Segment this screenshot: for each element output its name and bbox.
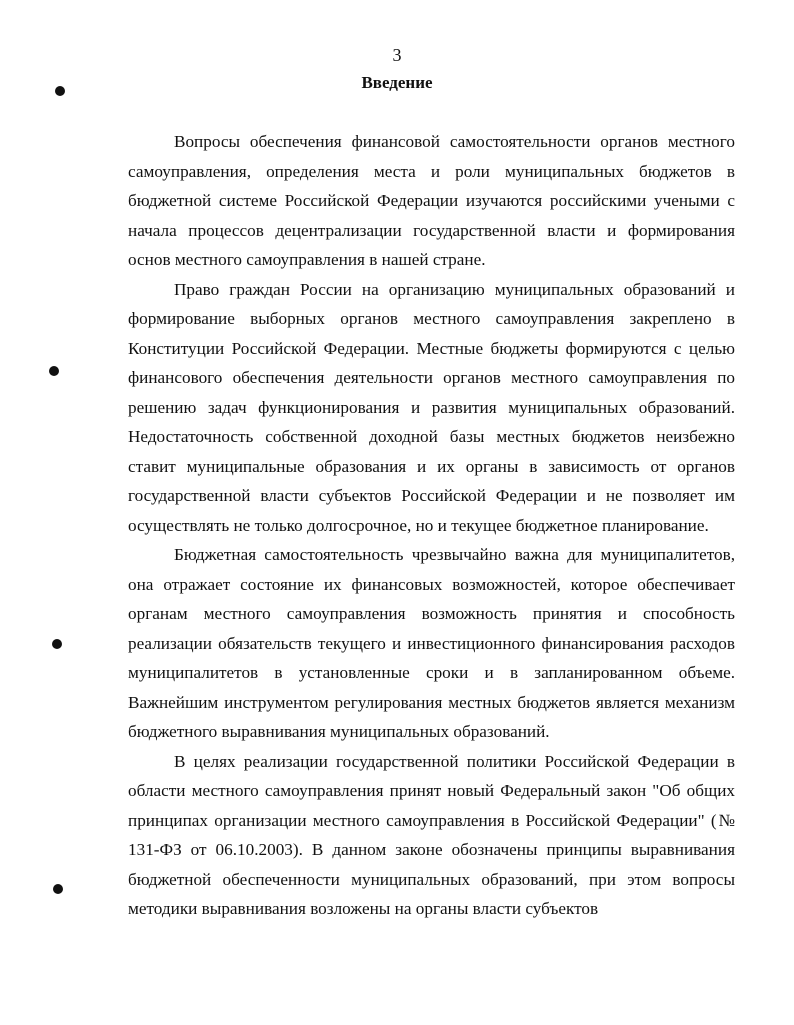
- body-text: [128, 127, 735, 924]
- paragraph: Бюджетная самостоятельность чрезвычайно важна для муниципалитетов, она отражает состояние их финансовых возможностей, которое обеспечивает органам местного самоуправления возможность принятия и способность реализации обязательств текущего и инвестиционного финансирования расходов муниципалитетов в установленные сроки и в запланированном объеме. Важнейшим инструментом регулирования местных бюджетов является механизм бюджетного выравнивания муниципальных образований.: [128, 545, 735, 741]
- paragraph: В целях реализации государственной политики Российской Федерации в области местного самоуправления принят новый Федеральный закон "Об общих принципах организации местного самоуправления в Российской Федерации" (№ 131-ФЗ от 06.10.2003). В данном законе обозначены принципы выравнивания бюджетной обеспеченности муниципальных образований, при этом вопросы методики выравнивания возложены на органы власти субъектов: [128, 751, 735, 918]
- binder-hole-mark: [52, 639, 62, 649]
- paragraph: Вопросы обеспечения финансовой самостоятельности органов местного самоуправления, определения места и роли муниципальных бюджетов в бюджетной системе Российской Федерации изучаются российскими учеными с начала процессов децентрализации государственной власти и формирования основ местного самоуправления в нашей стране.: [128, 132, 735, 269]
- page-title: Введение: [361, 73, 433, 92]
- paragraph: Право граждан России на организацию муниципальных образований и формирование выборных органов местного самоуправления закреплено в Конституции Российской Федерации. Местные бюджеты формируются с целью финансового обеспечения деятельности органов местного самоуправления по решению задач функционирования и развития муниципальных образований. Недостаточность собственной доходной базы местных бюджетов неизбежно ставит муниципальные образования и их органы в зависимость от органов государственной власти субъектов Российской Федерации и не позволяет им осуществлять не только долгосрочное, но и текущее бюджетное планирование.: [128, 279, 735, 535]
- page-number: 3: [392, 45, 402, 65]
- binder-hole-mark: [53, 884, 63, 894]
- binder-hole-mark: [55, 86, 65, 96]
- binder-hole-mark: [49, 366, 59, 376]
